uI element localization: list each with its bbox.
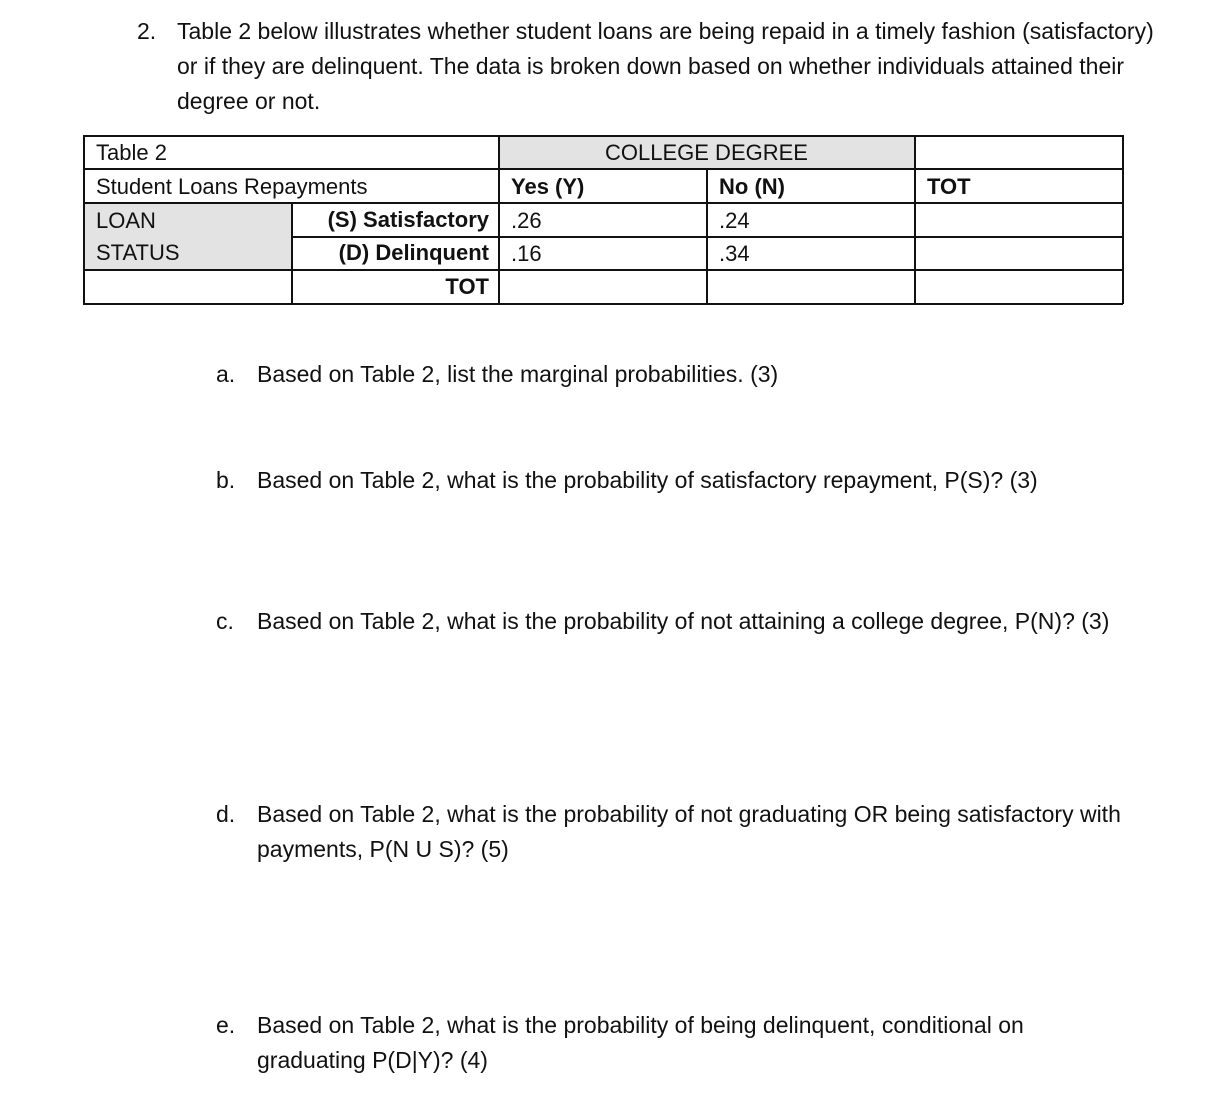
subquestion-c-text: Based on Table 2, what is the probability of not attaining a college degree, P(N)? (3) (257, 608, 1110, 634)
question-text: Table 2 below illustrates whether student loans are being repaid in a timely fashion (satisfactory) or if they are delinquent. The data is broken down based on whether individuals attained their degree or not. (177, 18, 1154, 114)
subquestion-b-text: Based on Table 2, what is the probability of satisfactory repayment, P(S)? (3) (257, 467, 1038, 493)
subquestion-d-text: Based on Table 2, what is the probability of not graduating OR being satisfactory with payments, P(N U S)? (5) (257, 801, 1121, 862)
subquestion-d-letter: d. (216, 801, 236, 827)
subquestion-a-letter: a. (216, 361, 236, 387)
subquestion-e-letter: e. (216, 1012, 236, 1038)
col-header-no: No (N) (719, 174, 785, 199)
row-label-total: TOT (445, 274, 489, 299)
row-header-title: Student Loans Repayments (96, 174, 368, 199)
cell-satisfactory-yes: .26 (511, 208, 542, 233)
loan-repayment-table (83, 135, 1123, 304)
loan-status-label-line1: LOAN (96, 208, 156, 233)
subquestion-b-letter: b. (216, 467, 236, 493)
question-number: 2. (137, 18, 157, 44)
col-header-total: TOT (927, 174, 971, 199)
cell-delinquent-no: .34 (719, 241, 750, 266)
subquestion-c-letter: c. (216, 608, 234, 634)
table-caption: Table 2 (96, 140, 167, 165)
cell-delinquent-yes: .16 (511, 241, 542, 266)
loan-status-label-line2: STATUS (96, 240, 180, 265)
cell-satisfactory-no: .24 (719, 208, 750, 233)
col-header-yes: Yes (Y) (511, 174, 585, 199)
college-degree-header: COLLEGE DEGREE (605, 140, 808, 165)
subquestion-a-text: Based on Table 2, list the marginal probabilities. (3) (257, 361, 779, 387)
subquestion-e-text: Based on Table 2, what is the probability of being delinquent, conditional on graduating P(D|Y)? (4) (257, 1012, 1024, 1073)
row-label-satisfactory: (S) Satisfactory (327, 207, 489, 232)
row-label-delinquent: (D) Delinquent (338, 240, 489, 265)
